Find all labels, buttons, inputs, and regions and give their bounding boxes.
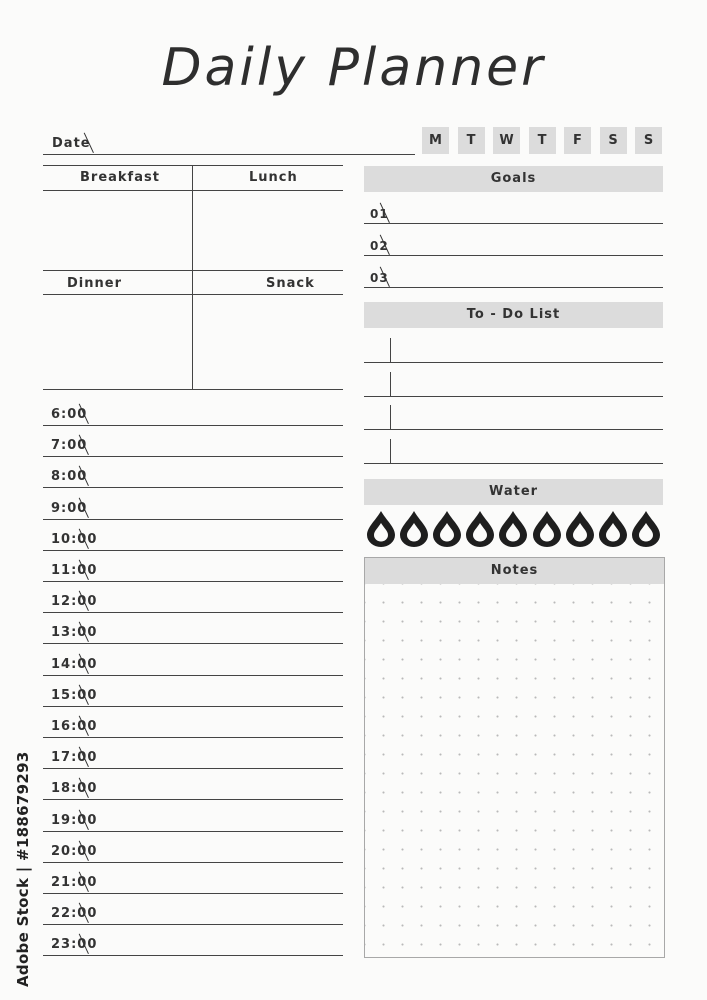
meals-header-line xyxy=(43,190,343,191)
goal-line[interactable] xyxy=(364,223,663,224)
water-drop-icon[interactable] xyxy=(366,510,396,548)
hour-entry-line[interactable] xyxy=(43,550,343,551)
todo-line[interactable] xyxy=(364,463,663,464)
hour-entry-line[interactable] xyxy=(43,456,343,457)
hour-label: 23:00 xyxy=(51,937,98,953)
goal-line[interactable] xyxy=(364,287,663,288)
hour-label: 20:00 xyxy=(51,843,98,859)
weekday-box[interactable]: T xyxy=(529,127,556,154)
meal-breakfast-label: Breakfast xyxy=(80,170,160,185)
meals-top-line xyxy=(43,165,343,166)
hour-label: 8:00 xyxy=(51,469,88,485)
meal-snack-label: Snack xyxy=(266,276,315,291)
notes-box[interactable] xyxy=(364,557,665,958)
hour-entry-line[interactable] xyxy=(43,737,343,738)
hour-label: 13:00 xyxy=(51,625,98,641)
water-drop-icon[interactable] xyxy=(432,510,462,548)
hour-entry-line[interactable] xyxy=(43,643,343,644)
hour-entry-line[interactable] xyxy=(43,487,343,488)
meals-mid-line xyxy=(43,270,343,271)
water-drop-icon[interactable] xyxy=(465,510,495,548)
notes-dot-grid xyxy=(365,584,664,957)
hour-entry-line[interactable] xyxy=(43,612,343,613)
hour-label: 12:00 xyxy=(51,594,98,610)
stock-watermark: Adobe Stock | #188679293 xyxy=(14,751,32,987)
hour-label: 22:00 xyxy=(51,906,98,922)
hour-label: 21:00 xyxy=(51,875,98,890)
hour-entry-line[interactable] xyxy=(43,955,343,956)
notes-header: Notes xyxy=(365,558,664,584)
hour-label: 17:00 xyxy=(51,750,98,766)
hour-label: 19:00 xyxy=(51,812,98,828)
hour-label: 11:00 xyxy=(51,563,98,578)
hour-entry-line[interactable] xyxy=(43,768,343,769)
hour-entry-line[interactable] xyxy=(43,675,343,676)
goal-number: 03 xyxy=(370,271,389,285)
hour-label: 16:00 xyxy=(51,719,98,734)
meals-bottom-line xyxy=(43,389,343,390)
weekday-box[interactable]: F xyxy=(564,127,591,154)
water-drop-icon[interactable] xyxy=(399,510,429,548)
meal-lunch-label: Lunch xyxy=(249,170,298,185)
hour-label: 10:00 xyxy=(51,531,98,547)
weekday-box[interactable]: W xyxy=(493,127,520,154)
water-header: Water xyxy=(364,479,663,505)
hour-entry-line[interactable] xyxy=(43,519,343,520)
water-drop-icon[interactable] xyxy=(498,510,528,548)
todo-checkbox-mark[interactable] xyxy=(390,405,391,429)
meals-divider xyxy=(192,165,193,389)
goals-header: Goals xyxy=(364,166,663,192)
water-drop-icon[interactable] xyxy=(565,510,595,548)
meal-dinner-label: Dinner xyxy=(67,276,122,291)
todo-line[interactable] xyxy=(364,362,663,363)
water-drop-icon[interactable] xyxy=(532,510,562,548)
hour-entry-line[interactable] xyxy=(43,924,343,925)
hour-entry-line[interactable] xyxy=(43,581,343,582)
weekday-box[interactable]: S xyxy=(635,127,662,154)
weekday-box[interactable]: M xyxy=(422,127,449,154)
goal-number: 01 xyxy=(370,207,389,221)
hour-label: 15:00 xyxy=(51,687,98,703)
hour-label: 14:00 xyxy=(51,656,98,672)
hour-label: 6:00 xyxy=(51,407,88,422)
hour-label: 9:00 xyxy=(51,500,88,516)
meals-header-line-2 xyxy=(43,294,343,295)
todo-line[interactable] xyxy=(364,429,663,430)
hour-entry-line[interactable] xyxy=(43,706,343,707)
hour-entry-line[interactable] xyxy=(43,893,343,894)
todo-header: To - Do List xyxy=(364,302,663,328)
todo-checkbox-mark[interactable] xyxy=(390,338,391,362)
date-label: Date xyxy=(52,136,91,151)
todo-checkbox-mark[interactable] xyxy=(390,372,391,396)
weekday-box[interactable]: T xyxy=(458,127,485,154)
goal-line[interactable] xyxy=(364,255,663,256)
hour-entry-line[interactable] xyxy=(43,831,343,832)
water-drop-icon[interactable] xyxy=(598,510,628,548)
hour-entry-line[interactable] xyxy=(43,799,343,800)
hour-entry-line[interactable] xyxy=(43,862,343,863)
water-drop-icon[interactable] xyxy=(631,510,661,548)
hour-label: 18:00 xyxy=(51,781,98,797)
todo-line[interactable] xyxy=(364,396,663,397)
page-title: Daily Planner xyxy=(161,38,546,98)
hour-entry-line[interactable] xyxy=(43,425,343,426)
goal-number: 02 xyxy=(370,239,389,253)
weekday-box[interactable]: S xyxy=(600,127,627,154)
todo-checkbox-mark[interactable] xyxy=(390,439,391,463)
hour-label: 7:00 xyxy=(51,438,88,454)
date-line[interactable] xyxy=(43,154,415,155)
